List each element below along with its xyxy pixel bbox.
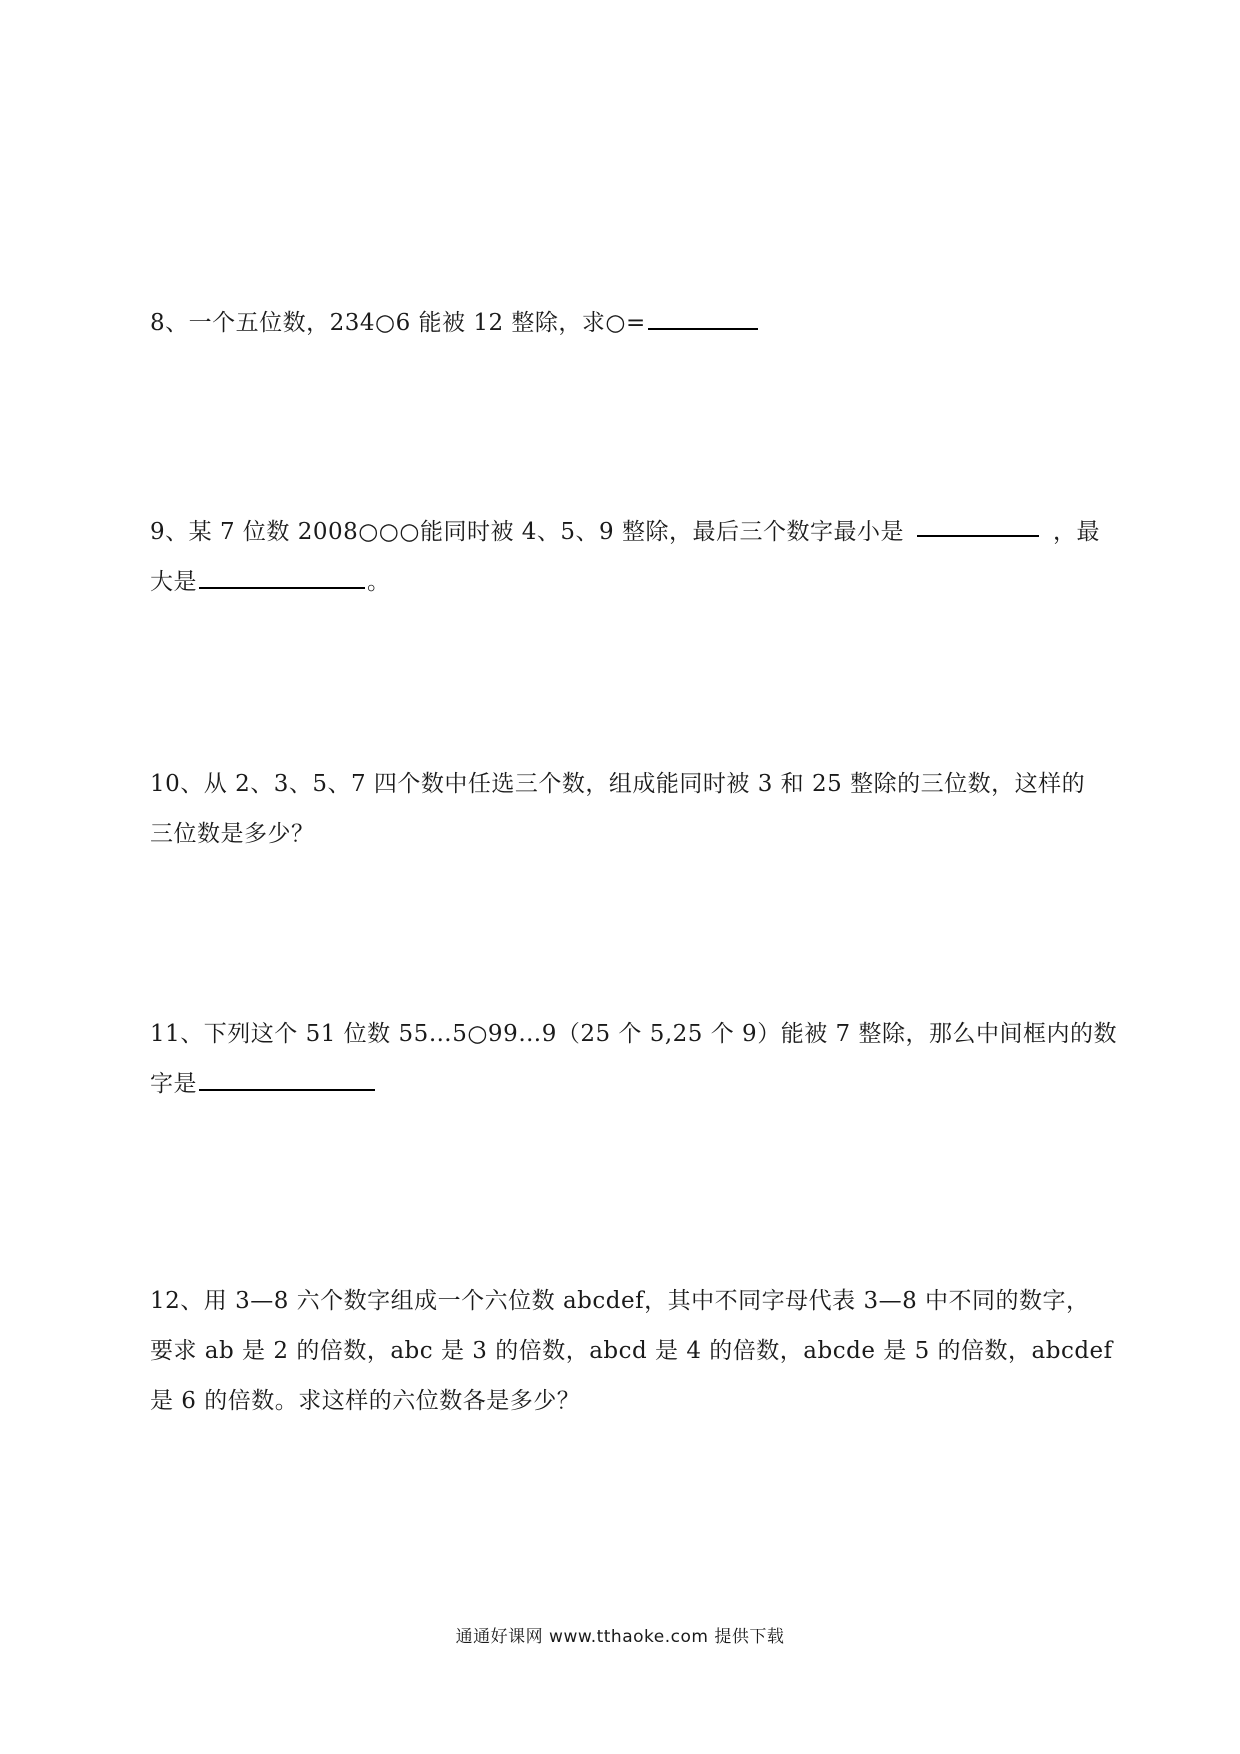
- question-11: [150, 1009, 1117, 1109]
- question-12-line-1: 12、用 3—8 六个数字组成一个六位数 abcdef，其中不同字母代表 3—8 中不同的数字，: [150, 1288, 1090, 1314]
- question-12-line-3: 是 6 的倍数。求这样的六位数各是多少？: [150, 1388, 581, 1414]
- answer-blank-minimum: [917, 507, 1039, 537]
- question-9-line-2: [150, 557, 1100, 607]
- question-9-text-part-4: 。: [367, 569, 391, 595]
- question-9-text-part-2: ，最: [1053, 519, 1100, 545]
- question-9-text-part-3: 大是: [150, 569, 197, 595]
- answer-blank: [648, 300, 758, 330]
- answer-blank: [199, 1061, 375, 1091]
- question-10-line-1: 10、从 2、3、5、7 四个数中任选三个数，组成能同时被 3 和 25 整除的三位数，这样的: [150, 771, 1086, 797]
- question-9: [150, 507, 1100, 607]
- question-10-line-2: 三位数是多少？: [150, 821, 315, 847]
- question-10: [150, 759, 1100, 859]
- question-8: [150, 298, 1100, 348]
- question-11-text-part-2: 字是: [150, 1071, 197, 1097]
- question-9-text-part-1: 9、某 7 位数 2008○○○能同时被 4、5、9 整除，最后三个数字最小是: [150, 519, 904, 545]
- question-8-text: 8、一个五位数，234○6 能被 12 整除，求○=: [150, 310, 646, 336]
- question-11-line-1: 11、下列这个 51 位数 55…5○99…9（25 个 5,25 个 9）能被 7 整除，那么中间框内的数: [150, 1021, 1117, 1047]
- question-9-line-1: [150, 507, 1100, 557]
- answer-blank-maximum: [199, 559, 365, 589]
- question-8-line: [150, 298, 1100, 348]
- question-12-line-2: 要求 ab 是 2 的倍数，abc 是 3 的倍数，abcd 是 4 的倍数，abcde 是 5 的倍数，abcdef: [150, 1338, 1113, 1364]
- page-footer: 通通好课网 www.tthaoke.com 提供下载: [455, 1627, 785, 1647]
- question-12: [150, 1276, 1113, 1426]
- question-11-line-2: [150, 1059, 1100, 1109]
